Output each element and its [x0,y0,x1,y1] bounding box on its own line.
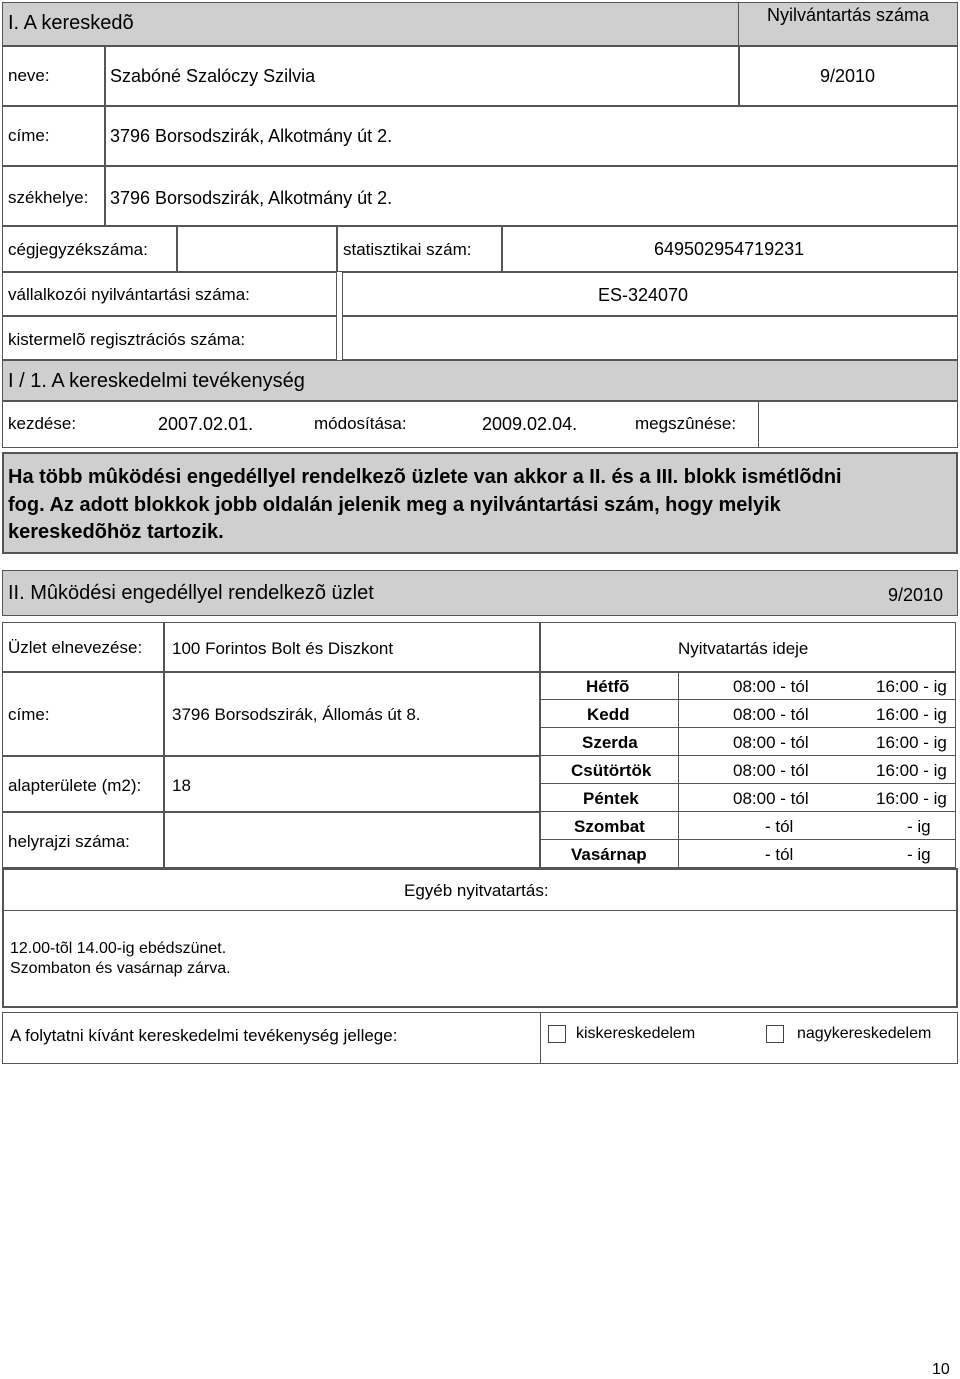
hours-to: 16:00 - ig [876,705,947,724]
other-hours-line-2: Szombaton és vasárnap zárva. [10,960,231,977]
address-label: címe: [8,126,50,145]
hours-to: 16:00 - ig [876,761,947,780]
reg-number-header-label: Nyilvántartás száma [766,5,930,25]
hours-from: 08:00 - tól [733,789,809,808]
start-label: kezdése: [8,414,77,433]
name-value: Szabóné Szalóczy Szilvia [110,66,316,86]
seat-label: székhelye: [8,188,89,207]
shop-address-label: címe: [8,705,50,724]
stat-label: statisztikai szám: [343,240,472,259]
activity-title: I / 1. A kereskedelmi tevékenység [8,370,305,392]
hours-row [540,784,956,812]
hours-row [540,672,956,700]
area-value-cell [164,756,540,812]
other-hours-label: Egyéb nyitvatartás: [404,881,549,900]
activity-type-label: A folytatni kívánt kereskedelmi tevékenység jellege: [10,1026,398,1045]
retail-label: kiskereskedelem [576,1025,696,1042]
section-2-title: II. Mûködési engedéllyel rendelkezõ üzlet [8,582,374,604]
wholesale-label: nagykereskedelem [797,1025,932,1042]
hours-from: 08:00 - tól [733,705,809,724]
hours-from: 08:00 - tól [733,733,809,752]
hours-row [540,812,956,840]
hours-row [540,756,956,784]
wholesale-checkbox[interactable] [766,1025,784,1043]
hours-day: Szerda [582,733,638,752]
hours-row [540,840,956,868]
mod-value: 2009.02.04. [482,414,578,434]
page-number: 10 [932,1361,950,1378]
hours-to: - ig [907,817,931,836]
notice-line-2: fog. Az adott blokkok jobb oldalán jelenik meg a nyilvántartási szám, hogy melyik [8,494,781,516]
hours-to: 16:00 - ig [876,733,947,752]
shop-name-label: Üzlet elnevezése: [8,638,143,657]
plot-label: helyrajzi száma: [8,832,130,851]
section-1-title: I. A kereskedõ [8,12,134,34]
area-label: alapterülete (m2): [8,776,142,795]
reg-number: 9/2010 [820,66,876,86]
mod-label: módosítása: [314,414,407,433]
hours-to: - ig [907,845,931,864]
end-label: megszûnése: [635,414,737,433]
end-value-cell [758,400,958,448]
hours-from: 08:00 - tól [733,677,809,696]
section-1-frame [2,2,958,400]
hours-day: Csütörtök [571,761,652,780]
opening-header: Nyitvatartás ideje [678,639,809,658]
hours-from: - tól [765,845,794,864]
other-hours-line-1: 12.00-tõl 14.00-ig ebédszünet. [10,940,227,957]
entrepreneur-label: vállalkozói nyilvántartási száma: [8,285,250,304]
activity-type-divider [540,1012,541,1064]
plot-value-cell [164,812,540,868]
hours-to: 16:00 - ig [876,789,947,808]
hours-row [540,700,956,728]
producer-value-cell [342,316,958,360]
hours-from: 08:00 - tól [733,761,809,780]
shop-address-value: 3796 Borsodszirák, Állomás út 8. [172,705,421,724]
shop-name-value: 100 Forintos Bolt és Diszkont [172,639,394,658]
start-value: 2007.02.01. [158,414,254,434]
section-2-reg-number: 9/2010 [888,585,944,605]
producer-label: kistermelõ regisztrációs száma: [8,330,246,349]
hours-to: 16:00 - ig [876,677,947,696]
company-reg-value-cell [177,226,337,272]
hours-day: Hétfõ [586,677,630,696]
area-value: 18 [172,776,191,795]
other-hours-divider [2,910,958,911]
hours-row [540,728,956,756]
notice-line-3: kereskedõhöz tartozik. [8,521,224,543]
hours-from: - tól [765,817,794,836]
hours-day: Szombat [574,817,645,836]
name-label: neve: [8,66,50,85]
retail-checkbox[interactable] [548,1025,566,1043]
entrepreneur-value: ES-324070 [598,285,689,305]
stat-value: 649502954719231 [654,239,805,259]
seat-value: 3796 Borsodszirák, Alkotmány út 2. [110,188,393,208]
hours-day: Kedd [587,705,630,724]
notice-line-1: Ha több mûködési engedéllyel rendelkezõ üzlete van akkor a II. és a III. blokk ismétlõdni [8,466,842,488]
address-value: 3796 Borsodszirák, Alkotmány út 2. [110,126,393,146]
hours-day: Péntek [583,789,639,808]
hours-day: Vasárnap [571,845,647,864]
company-reg-label: cégjegyzékszáma: [8,240,148,259]
